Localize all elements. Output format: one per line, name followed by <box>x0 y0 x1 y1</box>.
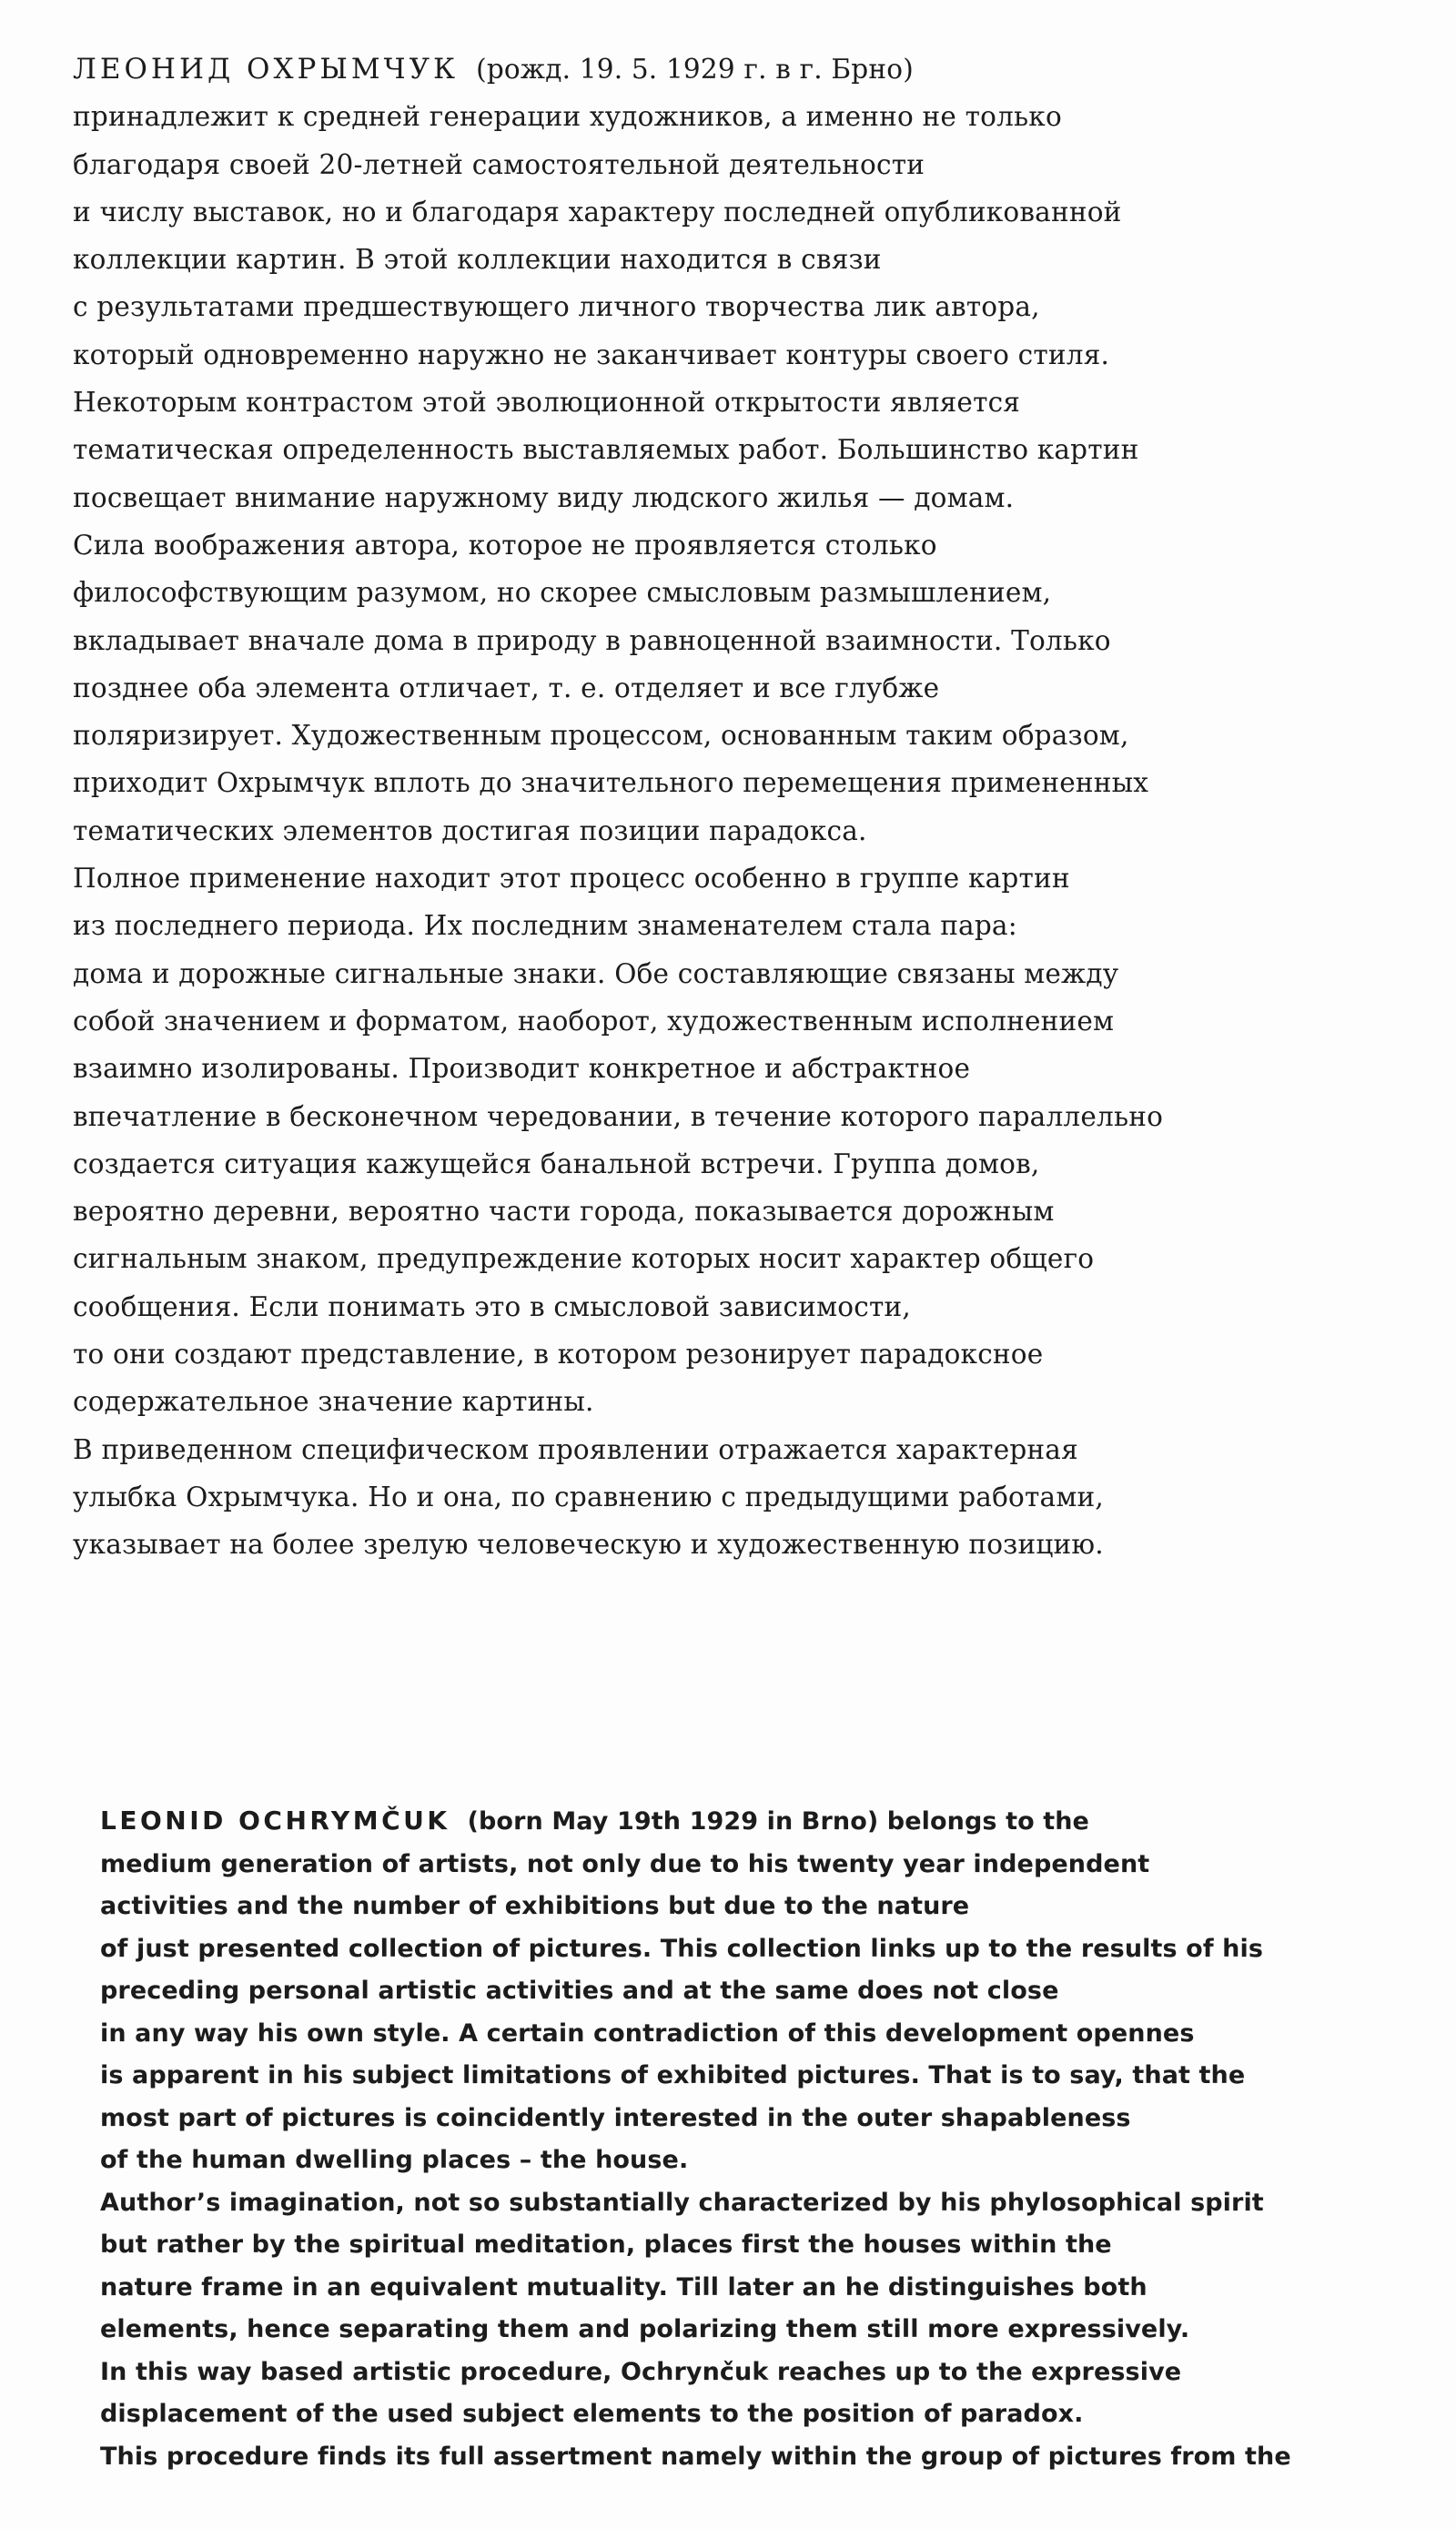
russian-text-line: Полное применение находит этот процесс особенно в группе картин <box>73 863 1070 895</box>
english-text-line: medium generation of artists, not only due to his twenty year independent <box>100 1849 1150 1878</box>
russian-text-line: дома и дорожные сигнальные знаки. Обе составляющие связаны между <box>73 957 1119 989</box>
russian-text-line: тематических элементов достигая позиции парадокса. <box>73 814 867 846</box>
russian-text-line: создается ситуация кажущейся банальной встречи. Группа домов, <box>73 1148 1040 1179</box>
russian-text-line: В приведенном специфическом проявлении отражается характерная <box>73 1433 1078 1465</box>
russian-text-line: то они создают представление, в котором резонирует парадоксное <box>73 1339 1044 1371</box>
russian-text-line: посвещает внимание наружному виду людского жилья — домам. <box>73 481 1015 513</box>
russian-text-line: благодаря своей 20-летней самостоятельной деятельности <box>73 148 925 180</box>
russian-text-line: Сила воображения автора, которое не проявляется столько <box>73 529 937 561</box>
english-text-line: of the human dwelling places – the house. <box>100 2146 689 2174</box>
russian-text-line: и числу выставок, но и благодаря характеру последней опубликованной <box>73 196 1122 228</box>
english-text-line: In this way based artistic procedure, Ochrynčuk reaches up to the expressive <box>100 2357 1182 2386</box>
english-text-line: preceding personal artistic activities and at the same does not close <box>100 1977 1059 2005</box>
russian-text-line: содержательное значение картины. <box>73 1386 594 1418</box>
russian-text-line: указывает на более зрелую человеческую и художественную позицию. <box>73 1529 1104 1561</box>
russian-text-line: сообщения. Если понимать это в смысловой зависимости, <box>73 1290 911 1322</box>
russian-text-line: философствующим разумом, но скорее смысловым размышлением, <box>73 577 1052 609</box>
russian-text-line: собой значением и форматом, наоборот, художественным исполнением <box>73 1005 1115 1037</box>
english-text-line: but rather by the spiritual meditation, places first the houses within the <box>100 2231 1112 2259</box>
english-text-line: activities and the number of exhibitions but due to the nature <box>100 1892 970 1920</box>
english-heading-birth: (born May 19th 1929 in Brno) belongs to the <box>467 1807 1089 1836</box>
russian-text-line: приходит Охрымчук вплоть до значительного перемещения примененных <box>73 767 1149 799</box>
english-text-line: elements, hence separating them and polarizing them still more expressively. <box>100 2315 1190 2343</box>
russian-heading-birth: (рожд. 19. 5. 1929 г. в г. Брно) <box>476 54 914 85</box>
russian-text-line: поляризирует. Художественным процессом, основанным таким образом, <box>73 720 1129 752</box>
english-text-line: Author’s imagination, not so substantially characterized by his phylosophical spirit <box>100 2188 1264 2217</box>
english-text-line: is apparent in his subject limitations of exhibited pictures. That is to say, that the <box>100 2061 1246 2089</box>
russian-text-line: вероятно деревни, вероятно части города, показывается дорожным <box>73 1196 1055 1228</box>
russian-text-line: с результатами предшествующего личного творчества лик автора, <box>73 291 1040 323</box>
russian-text-line: принадлежит к средней генерации художников, а именно не только <box>73 101 1062 133</box>
russian-text-block <box>73 46 1401 1569</box>
russian-author-name: ЛЕОНИД ОХРЫМЧУК <box>73 53 459 86</box>
russian-text-line: позднее оба элемента отличает, т. е. отделяет и все глубже <box>73 672 940 703</box>
russian-text-line: вкладывает вначале дома в природу в равноценной взаимности. Только <box>73 624 1111 656</box>
russian-heading-line <box>73 46 1401 93</box>
english-text-line: of just presented collection of pictures. This collection links up to the results of his <box>100 1934 1264 1963</box>
russian-text-line: который одновременно наружно не заканчивает контуры своего стиля. <box>73 339 1110 370</box>
english-text-line: most part of pictures is coincidently interested in the outer shapableness <box>100 2103 1131 2132</box>
english-text-line: displacement of the used subject elements to the position of paradox. <box>100 2400 1084 2428</box>
russian-text-line: коллекции картин. В этой коллекции находится в связи <box>73 244 882 276</box>
russian-text-line: улыбка Охрымчука. Но и она, по сравнению с предыдущими работами, <box>73 1481 1104 1512</box>
russian-text-line: взаимно изолированы. Производит конкретное и абстрактное <box>73 1053 971 1085</box>
english-author-name: LEONID OCHRYMČUK <box>100 1806 450 1836</box>
english-text-line: This procedure finds its full assertment namely within the group of pictures from the <box>100 2442 1291 2471</box>
russian-text-line: тематическая определенность выставляемых работ. Большинство картин <box>73 434 1139 466</box>
english-text-line: in any way his own style. A certain contradiction of this development opennes <box>100 2018 1195 2048</box>
english-text-line: nature frame in an equivalent mutuality. Till later an he distinguishes both <box>100 2272 1148 2301</box>
russian-text-line: из последнего периода. Их последним знаменателем стала пара: <box>73 910 1017 942</box>
english-heading-line <box>100 1800 1429 1844</box>
russian-text-line: впечатление в бесконечном чередовании, в течение которого параллельно <box>73 1100 1164 1132</box>
russian-text-line: сигнальным знаком, предупреждение которых носит характер общего <box>73 1243 1095 1275</box>
russian-text-line: Некоторым контрастом этой эволюционной открытости является <box>73 387 1021 419</box>
english-text-block <box>100 1800 1429 2478</box>
